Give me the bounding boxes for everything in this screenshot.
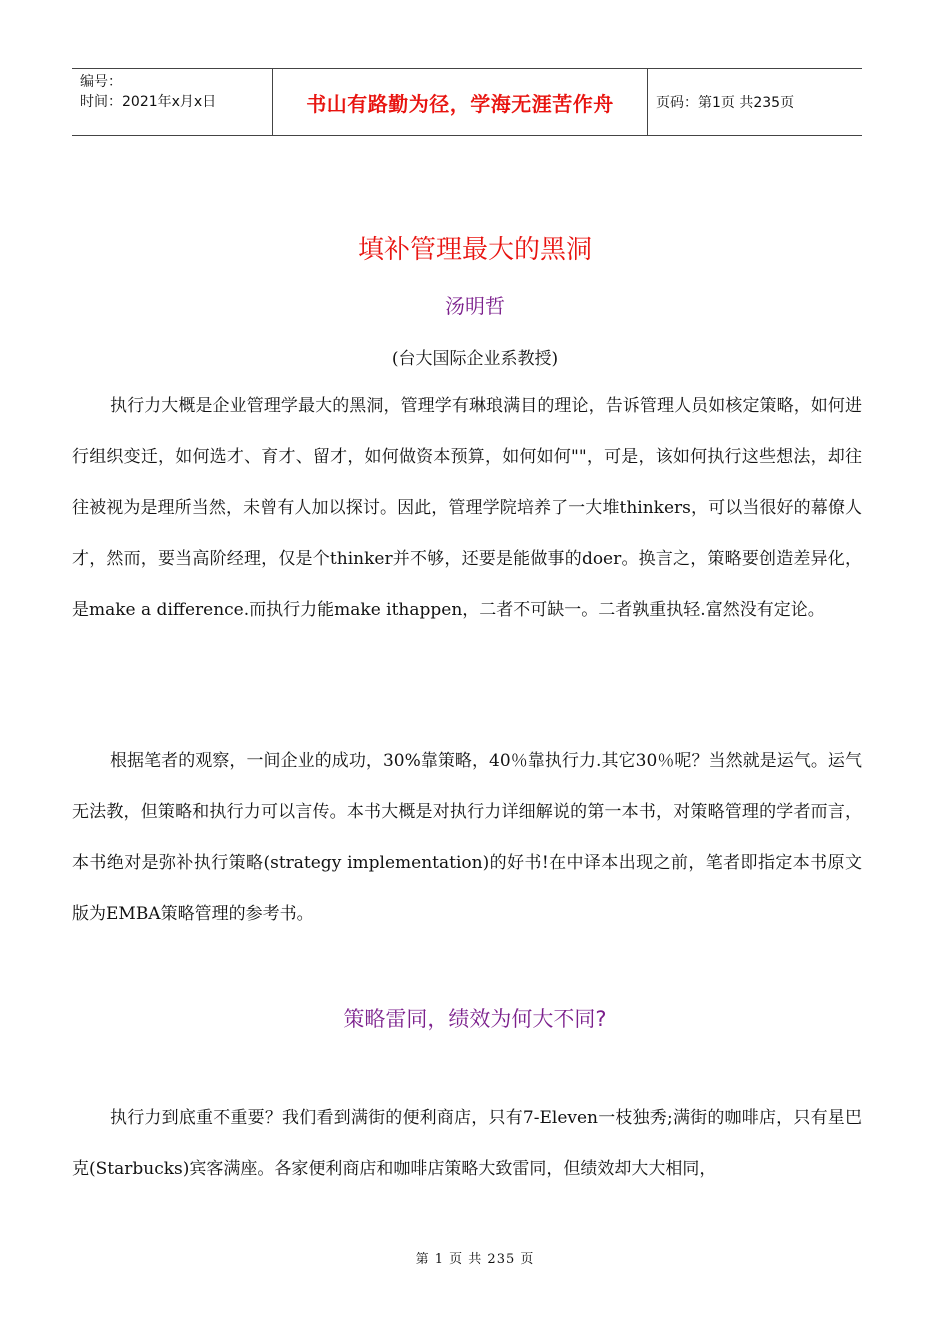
document-title: 填补管理最大的黑洞 xyxy=(357,235,592,265)
body-paragraph: 根据笔者的观察，一间企业的成功，30%靠策略，40％靠执行力.其它30％呢？当然就是运气。运气无法教，但策略和执行力可以言传。本书大概是对执行力详细解说的第一本书，对策略管理的学者而言，本书绝对是弥补执行策略(strategy implementation)的好书!在中译本出现之前，笔者即指定本书原文版为EMBA策略管理的参考书。 xyxy=(72,751,862,924)
page-info: 页码：第1页 共235页 xyxy=(656,95,795,111)
header-motto-cell xyxy=(273,69,648,135)
section-heading: 策略雷同，绩效为何大不同? xyxy=(343,1007,607,1031)
author-affiliation: (台大国际企业系教授) xyxy=(391,349,559,369)
header-page-cell xyxy=(648,69,862,135)
time-label: 时间：2021年x月x日 xyxy=(80,94,217,110)
document-author: 汤明哲 xyxy=(445,294,505,318)
number-label: 编号： xyxy=(80,74,122,90)
body-paragraph: 执行力到底重不重要？我们看到满街的便利商店，只有7-Eleven一枝独秀;满街的咖啡店，只有星巴克(Starbucks)宾客满座。各家便利商店和咖啡店策略大致雷同，但绩效却大大相同， xyxy=(72,1108,862,1179)
header-meta-cell xyxy=(72,69,273,135)
motto-text: 书山有路勤为径，学海无涯苦作舟 xyxy=(306,91,614,116)
page-footer: 第 1 页 共 235 页 xyxy=(415,1252,535,1267)
header-table xyxy=(72,68,862,136)
body-paragraph: 执行力大概是企业管理学最大的黑洞，管理学有琳琅满目的理论，告诉管理人员如核定策略，如何进行组织变迁，如何选才、育才、留才，如何做资本预算，如何如何""，可是，该如何执行这些想法，却往往被视为是理所当然，未曾有人加以探讨。因此，管理学院培养了一大堆thinkers，可以当很好的幕僚人才，然而，要当高阶经理，仅是个thinker并不够，还要是能做事的doer。换言之，策略要创造差异化，是make a difference.而执行力能make ithappen，二者不可缺一。二者孰重执轻.富然没有定论。 xyxy=(72,396,862,620)
